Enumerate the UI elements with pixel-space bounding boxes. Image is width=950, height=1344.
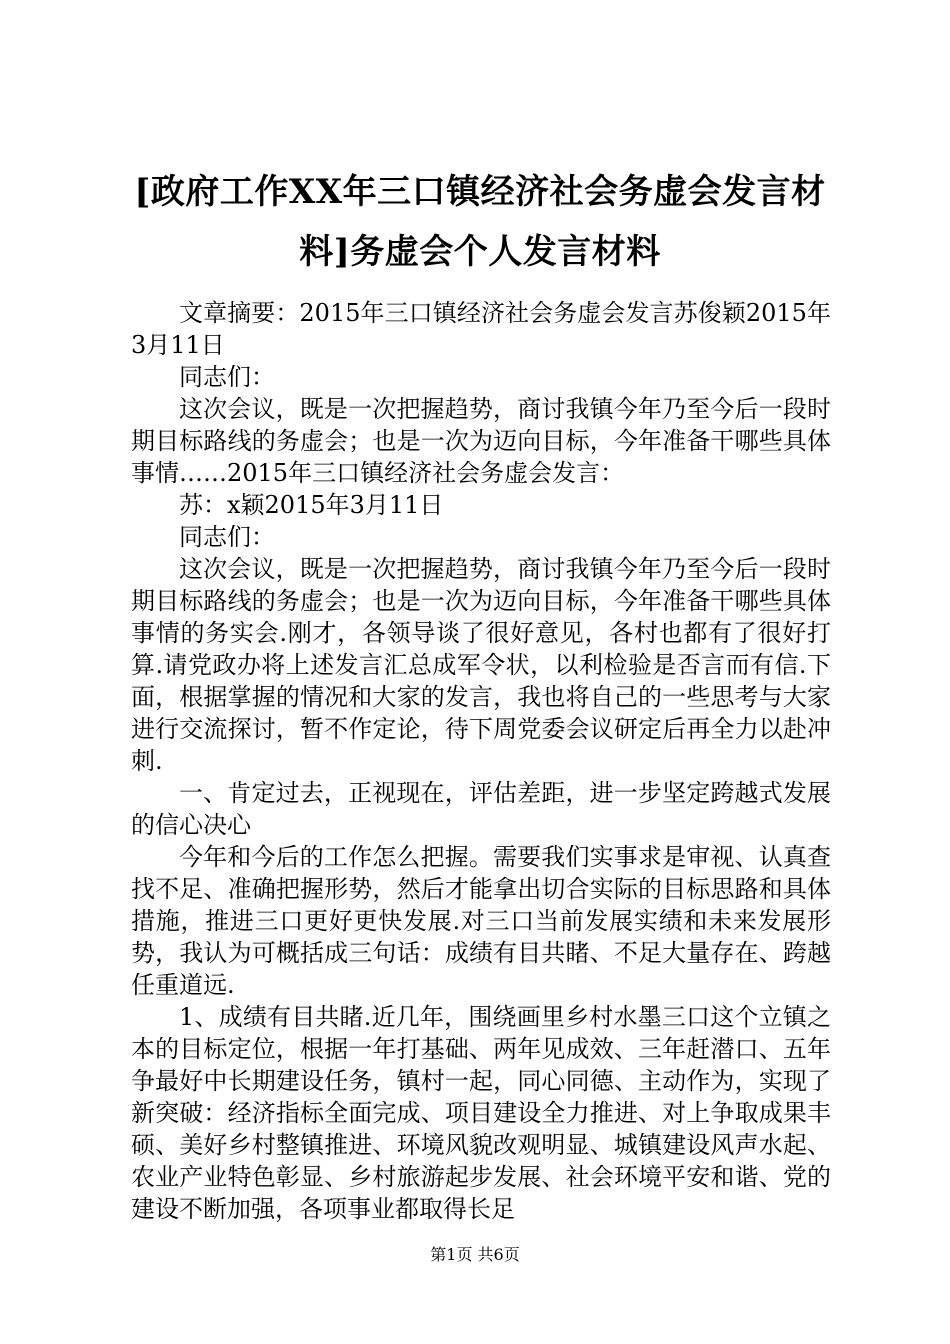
- body-paragraph: 这次会议，既是一次把握趋势，商讨我镇今年乃至今后一段时期目标路线的务虚会；也是一次为迈向目标，今年准备干哪些具体事情……2015年三口镇经济社会务虚会发言：: [131, 395, 831, 487]
- body-paragraph: 这次会议，既是一次把握趋势，商讨我镇今年乃至今后一段时期目标路线的务虚会；也是一次为迈向目标，今年准备干哪些具体事情的务实会.刚才，各领导谈了很好意见，各村也都有了很好打算.请党政办将上述发言汇总成军令状，以利检验是否言而有信.下面，根据掌握的情况和大家的发言，我也将自己的一些思考与大家进行交流探讨，暂不作定论，待下周党委会议研定后再全力以赴冲刺.: [131, 555, 831, 775]
- salutation: 同志们：: [179, 523, 275, 551]
- author-date-line: 苏：x颖2015年3月11日: [179, 491, 444, 519]
- document-body: [131, 297, 831, 1225]
- document-title: [政府工作XX年三口镇经济社会务虚会发言材料]务虚会个人发言材料: [134, 172, 826, 272]
- salutation: 同志们：: [179, 363, 275, 391]
- body-paragraph: 今年和今后的工作怎么把握。需要我们实事求是审视、认真查找不足、准确把握形势，然后才能拿出切合实际的目标思路和具体措施，推进三口更好更快发展.对三口当前发展实绩和未来发展形势，我认为可概括成三句话：成绩有目共睹、不足大量存在、跨越任重道远.: [131, 843, 831, 999]
- body-paragraph: 1、成绩有目共睹.近几年，围绕画里乡村水墨三口这个立镇之本的目标定位，根据一年打基础、两年见成效、三年赶潜口、五年争最好中长期建设任务，镇村一起，同心同德、主动作为，实现了新突破：经济指标全面完成、项目建设全力推进、对上争取成果丰硕、美好乡村整镇推进、环境风貌改观明显、城镇建设风声水起、农业产业特色彰显、乡村旅游起步发展、社会环境平安和谐、党的建设不断加强，各项事业都取得长足: [131, 1003, 831, 1223]
- section-heading: 一、肯定过去，正视现在，评估差距，进一步坚定跨越式发展的信心决心: [131, 779, 831, 839]
- abstract-paragraph: 文章摘要：2015年三口镇经济社会务虚会发言苏俊颖2015年3月11日: [131, 299, 831, 359]
- page-number-footer: 第1页 共6页: [430, 1245, 520, 1264]
